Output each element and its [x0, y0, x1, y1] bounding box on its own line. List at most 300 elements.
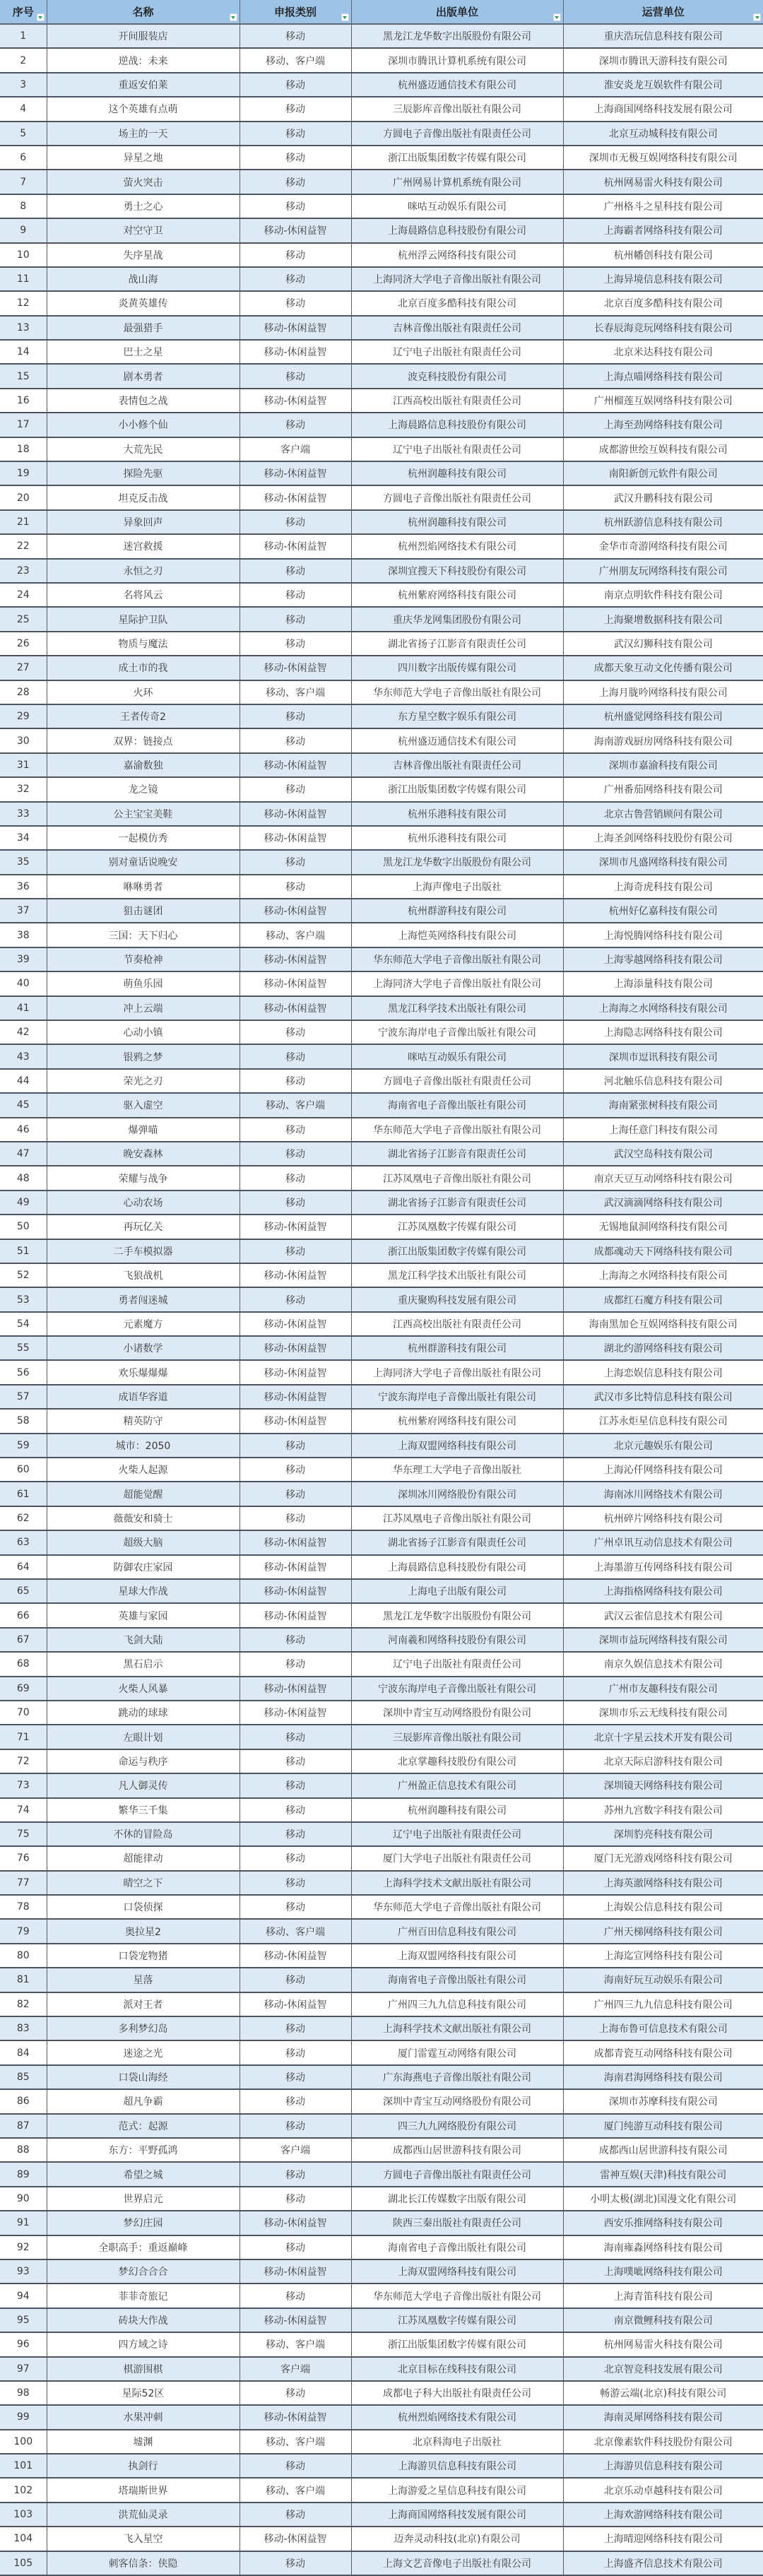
operator-cell[interactable]: 北京百度多酷科技有限公司 — [563, 291, 763, 315]
publisher-cell[interactable]: 江西高校出版社有限责任公司 — [351, 1312, 563, 1336]
category-cell[interactable]: 移动-休闲益智 — [239, 1312, 351, 1336]
game-name-cell[interactable]: 火柴人起源 — [47, 1458, 239, 1482]
game-name-cell[interactable]: 萤火突击 — [47, 170, 239, 194]
category-cell[interactable]: 移动 — [239, 1895, 351, 1919]
row-index-cell[interactable]: 13 — [0, 316, 47, 340]
category-cell[interactable]: 移动-休闲益智 — [239, 826, 351, 850]
row-index-cell[interactable]: 48 — [0, 1166, 47, 1190]
category-cell[interactable]: 移动、客户端 — [239, 2332, 351, 2356]
publisher-cell[interactable]: 上海双盟网络科技有限公司 — [351, 2259, 563, 2283]
filter-dropdown-button[interactable] — [553, 13, 561, 21]
publisher-cell[interactable]: 重庆聚购科技发展有限公司 — [351, 1287, 563, 1311]
row-index-cell[interactable]: 33 — [0, 802, 47, 826]
game-name-cell[interactable]: 防御农庄家园 — [47, 1555, 239, 1579]
category-cell[interactable]: 移动-休闲益智 — [239, 1360, 351, 1384]
category-cell[interactable]: 移动-休闲益智 — [239, 1409, 351, 1433]
operator-cell[interactable]: 上海奇虎科技有限公司 — [563, 875, 763, 899]
category-cell[interactable]: 移动 — [239, 1968, 351, 1992]
row-index-cell[interactable]: 2 — [0, 48, 47, 72]
publisher-cell[interactable]: 波克科技股份有限公司 — [351, 364, 563, 388]
publisher-cell[interactable]: 辽宁电子出版社有限责任公司 — [351, 1652, 563, 1676]
game-name-cell[interactable]: 执剑行 — [47, 2454, 239, 2478]
operator-cell[interactable]: 雷神互娱(天津)科技有限公司 — [563, 2162, 763, 2186]
game-name-cell[interactable]: 物质与魔法 — [47, 632, 239, 656]
operator-cell[interactable]: 杭州碎片网络科技有限公司 — [563, 1506, 763, 1530]
category-cell[interactable]: 移动-休闲益智 — [239, 2259, 351, 2283]
publisher-cell[interactable]: 深圳中青宝互动网络股份有限公司 — [351, 1701, 563, 1725]
row-index-cell[interactable]: 3 — [0, 73, 47, 97]
operator-cell[interactable]: 海南游戏厨房网络科技有限公司 — [563, 728, 763, 752]
operator-cell[interactable]: 上海游贝信息科技有限公司 — [563, 2454, 763, 2478]
operator-cell[interactable]: 南阳新创元软件有限公司 — [563, 461, 763, 485]
category-cell[interactable]: 移动 — [239, 875, 351, 899]
game-name-cell[interactable]: 失序星战 — [47, 243, 239, 267]
publisher-cell[interactable]: 东方星空数字娱乐有限公司 — [351, 704, 563, 728]
operator-cell[interactable]: 成都魂动天下网络科技有限公司 — [563, 1239, 763, 1263]
publisher-cell[interactable]: 浙江出版集团数字传媒有限公司 — [351, 777, 563, 801]
game-name-cell[interactable]: 驱入虚空 — [47, 1093, 239, 1117]
publisher-cell[interactable]: 广州网易计算机系统有限公司 — [351, 170, 563, 194]
publisher-cell[interactable]: 深圳冰川网络股份有限公司 — [351, 1482, 563, 1506]
operator-cell[interactable]: 成都西山居世游科技有限公司 — [563, 2138, 763, 2162]
row-index-cell[interactable]: 39 — [0, 947, 47, 971]
game-name-cell[interactable]: 巴士之星 — [47, 340, 239, 364]
operator-cell[interactable]: 深圳市嘉渝科技有限公司 — [563, 753, 763, 777]
filter-dropdown-button[interactable] — [37, 13, 45, 21]
row-index-cell[interactable]: 90 — [0, 2187, 47, 2211]
row-index-cell[interactable]: 96 — [0, 2332, 47, 2356]
operator-cell[interactable]: 成都红石魔方科技有限公司 — [563, 1287, 763, 1311]
publisher-cell[interactable]: 上海同济大学电子音像出版社有限公司 — [351, 971, 563, 995]
operator-cell[interactable]: 北京智竞科技发展有限公司 — [563, 2357, 763, 2381]
publisher-cell[interactable]: 上海晨路信息科技股份有限公司 — [351, 413, 563, 437]
game-name-cell[interactable]: 萌鱼乐园 — [47, 971, 239, 995]
publisher-cell[interactable]: 上海同济大学电子音像出版社有限公司 — [351, 1360, 563, 1384]
publisher-cell[interactable]: 厦门大学电子出版社有限责任公司 — [351, 1846, 563, 1870]
operator-cell[interactable]: 金华市奇游网络科技有限公司 — [563, 534, 763, 558]
column-header-operator[interactable] — [563, 0, 763, 24]
game-name-cell[interactable]: 坦克反击战 — [47, 485, 239, 509]
row-index-cell[interactable]: 44 — [0, 1069, 47, 1093]
publisher-cell[interactable]: 华东师范大学电子音像出版社有限公司 — [351, 2283, 563, 2308]
game-name-cell[interactable]: 洪荒仙灵录 — [47, 2503, 239, 2527]
row-index-cell[interactable]: 71 — [0, 1725, 47, 1749]
row-index-cell[interactable]: 70 — [0, 1701, 47, 1725]
game-name-cell[interactable]: 奥拉星2 — [47, 1919, 239, 1943]
row-index-cell[interactable]: 15 — [0, 364, 47, 388]
category-cell[interactable]: 移动-休闲益智 — [239, 2308, 351, 2332]
category-cell[interactable]: 移动 — [239, 1287, 351, 1311]
game-name-cell[interactable]: 晚安森林 — [47, 1142, 239, 1166]
operator-cell[interactable]: 北京天际启游科技有限公司 — [563, 1749, 763, 1773]
category-cell[interactable]: 移动 — [239, 704, 351, 728]
row-index-cell[interactable]: 45 — [0, 1093, 47, 1117]
game-name-cell[interactable]: 希望之城 — [47, 2162, 239, 2186]
publisher-cell[interactable]: 海南省电子音像出版社有限公司 — [351, 1968, 563, 1992]
row-index-cell[interactable]: 10 — [0, 243, 47, 267]
game-name-cell[interactable]: 左眼计划 — [47, 1725, 239, 1749]
game-name-cell[interactable]: 口袋侦探 — [47, 1895, 239, 1919]
publisher-cell[interactable]: 杭州烈焰网络技术有限公司 — [351, 534, 563, 558]
operator-cell[interactable]: 武汉滴滴网络科技有限公司 — [563, 1190, 763, 1215]
category-cell[interactable]: 移动 — [239, 1846, 351, 1870]
row-index-cell[interactable]: 30 — [0, 728, 47, 752]
row-index-cell[interactable]: 38 — [0, 923, 47, 947]
publisher-cell[interactable]: 浙江出版集团数字传媒有限公司 — [351, 146, 563, 170]
category-cell[interactable]: 移动 — [239, 1725, 351, 1749]
category-cell[interactable]: 移动-休闲益智 — [239, 899, 351, 923]
row-index-cell[interactable]: 66 — [0, 1603, 47, 1627]
operator-cell[interactable]: 深圳市腾讯天游科技有限公司 — [563, 48, 763, 72]
filter-dropdown-button[interactable] — [230, 13, 237, 21]
game-name-cell[interactable]: 水果冲刺 — [47, 2405, 239, 2429]
game-name-cell[interactable]: 城市：2050 — [47, 1434, 239, 1458]
publisher-cell[interactable]: 湖北省扬子江影音有限责任公司 — [351, 1530, 563, 1554]
game-name-cell[interactable]: 小小修个仙 — [47, 413, 239, 437]
game-name-cell[interactable]: 开间服装店 — [47, 24, 239, 48]
operator-cell[interactable]: 上海海之水网络科技有限公司 — [563, 1263, 763, 1287]
operator-cell[interactable]: 南京天豆互动网络科技有限公司 — [563, 1166, 763, 1190]
category-cell[interactable]: 移动 — [239, 850, 351, 874]
category-cell[interactable]: 移动 — [239, 728, 351, 752]
category-cell[interactable]: 移动 — [239, 1652, 351, 1676]
game-name-cell[interactable]: 荣光之刃 — [47, 1069, 239, 1093]
game-name-cell[interactable]: 爆弹喵 — [47, 1118, 239, 1142]
row-index-cell[interactable]: 79 — [0, 1919, 47, 1943]
category-cell[interactable]: 移动-休闲益智 — [239, 971, 351, 995]
publisher-cell[interactable]: 杭州群游科技有限公司 — [351, 1336, 563, 1360]
operator-cell[interactable]: 武汉云雀信息技术有限公司 — [563, 1603, 763, 1627]
operator-cell[interactable]: 上海至劲网络科技有限公司 — [563, 413, 763, 437]
category-cell[interactable]: 移动-休闲益智 — [239, 2211, 351, 2235]
game-name-cell[interactable]: 重返安伯莱 — [47, 73, 239, 97]
row-index-cell[interactable]: 21 — [0, 510, 47, 534]
game-name-cell[interactable]: 菲菲奇旅记 — [47, 2283, 239, 2308]
operator-cell[interactable]: 上海欢游网络科技有限公司 — [563, 2503, 763, 2527]
publisher-cell[interactable]: 四三九九网络股份有限公司 — [351, 2114, 563, 2138]
operator-cell[interactable]: 上海墨游互传网络科技有限公司 — [563, 1555, 763, 1579]
game-name-cell[interactable]: 异象回声 — [47, 510, 239, 534]
row-index-cell[interactable]: 54 — [0, 1312, 47, 1336]
category-cell[interactable]: 移动-休闲益智 — [239, 1530, 351, 1554]
publisher-cell[interactable]: 杭州盛迈通信技术有限公司 — [351, 73, 563, 97]
game-name-cell[interactable]: 这个英雄有点萌 — [47, 97, 239, 121]
category-cell[interactable]: 移动 — [239, 2065, 351, 2089]
publisher-cell[interactable]: 方圆电子音像出版社有限责任公司 — [351, 485, 563, 509]
category-cell[interactable]: 移动、客户端 — [239, 1919, 351, 1943]
game-name-cell[interactable]: 跳动的球球 — [47, 1701, 239, 1725]
game-name-cell[interactable]: 龙之镜 — [47, 777, 239, 801]
category-cell[interactable]: 移动 — [239, 1166, 351, 1190]
publisher-cell[interactable]: 重庆华龙网集团股份有限公司 — [351, 607, 563, 631]
publisher-cell[interactable]: 厦门雷霆互动网络有限公司 — [351, 2040, 563, 2064]
operator-cell[interactable]: 上海盛齐信息技术有限公司 — [563, 2551, 763, 2575]
publisher-cell[interactable]: 杭州乐港科技有限公司 — [351, 826, 563, 850]
publisher-cell[interactable]: 湖北省扬子江影音有限责任公司 — [351, 632, 563, 656]
category-cell[interactable]: 移动 — [239, 2235, 351, 2259]
operator-cell[interactable]: 北京乐动卓越科技有限公司 — [563, 2478, 763, 2502]
operator-cell[interactable]: 南京点明软件科技有限公司 — [563, 583, 763, 607]
column-header-index[interactable] — [0, 0, 47, 24]
game-name-cell[interactable]: 永恒之刃 — [47, 559, 239, 583]
operator-cell[interactable]: 深圳市无极互娱网络科技有限公司 — [563, 146, 763, 170]
publisher-cell[interactable]: 杭州乐港科技有限公司 — [351, 802, 563, 826]
row-index-cell[interactable]: 24 — [0, 583, 47, 607]
row-index-cell[interactable]: 22 — [0, 534, 47, 558]
row-index-cell[interactable]: 11 — [0, 267, 47, 291]
game-name-cell[interactable]: 刺客信条：侠隐 — [47, 2551, 239, 2575]
category-cell[interactable]: 移动 — [239, 2016, 351, 2040]
category-cell[interactable]: 移动-休闲益智 — [239, 1701, 351, 1725]
game-name-cell[interactable]: 晴空之下 — [47, 1871, 239, 1895]
operator-cell[interactable]: 武汉空岛科技有限公司 — [563, 1142, 763, 1166]
publisher-cell[interactable]: 杭州紫府网络科技有限公司 — [351, 1409, 563, 1433]
game-name-cell[interactable]: 成语华容道 — [47, 1385, 239, 1409]
category-cell[interactable]: 移动-休闲益智 — [239, 316, 351, 340]
operator-cell[interactable]: 海南雍淼网络科技有限公司 — [563, 2235, 763, 2259]
category-cell[interactable]: 移动 — [239, 2040, 351, 2064]
operator-cell[interactable]: 广州天梯网络科技有限公司 — [563, 1919, 763, 1943]
publisher-cell[interactable]: 宁波东海岸电子音像出版社有限公司 — [351, 1677, 563, 1701]
publisher-cell[interactable]: 华东理工大学电子音像出版社 — [351, 1458, 563, 1482]
category-cell[interactable]: 移动 — [239, 2503, 351, 2527]
game-name-cell[interactable]: 火柴人风暴 — [47, 1677, 239, 1701]
game-name-cell[interactable]: 小诸数学 — [47, 1336, 239, 1360]
game-name-cell[interactable]: 再玩亿关 — [47, 1215, 239, 1239]
category-cell[interactable]: 移动 — [239, 1069, 351, 1093]
game-name-cell[interactable]: 三国：天下归心 — [47, 923, 239, 947]
publisher-cell[interactable]: 北京掌趣科技股份有限公司 — [351, 1749, 563, 1773]
row-index-cell[interactable]: 41 — [0, 996, 47, 1020]
row-index-cell[interactable]: 61 — [0, 1482, 47, 1506]
category-cell[interactable]: 移动、客户端 — [239, 48, 351, 72]
row-index-cell[interactable]: 53 — [0, 1287, 47, 1311]
game-name-cell[interactable]: 超凡争霸 — [47, 2089, 239, 2113]
operator-cell[interactable]: 重庆浩玩信息科技有限公司 — [563, 24, 763, 48]
operator-cell[interactable]: 南京微鲤科技有限公司 — [563, 2308, 763, 2332]
operator-cell[interactable]: 北京元趣娱乐有限公司 — [563, 1434, 763, 1458]
game-name-cell[interactable]: 剧本勇者 — [47, 364, 239, 388]
publisher-cell[interactable]: 吉林音像出版社有限责任公司 — [351, 753, 563, 777]
category-cell[interactable]: 移动-休闲益智 — [239, 753, 351, 777]
publisher-cell[interactable]: 杭州紫府网络科技有限公司 — [351, 583, 563, 607]
publisher-cell[interactable]: 湖北省扬子江影音有限责任公司 — [351, 1142, 563, 1166]
game-name-cell[interactable]: 四方域之诗 — [47, 2332, 239, 2356]
row-index-cell[interactable]: 73 — [0, 1773, 47, 1797]
game-name-cell[interactable]: 星际52区 — [47, 2381, 239, 2405]
column-header-name[interactable] — [47, 0, 239, 24]
operator-cell[interactable]: 西安乐推网络科技有限公司 — [563, 2211, 763, 2235]
row-index-cell[interactable]: 72 — [0, 1749, 47, 1773]
operator-cell[interactable]: 湖北约游网络科技有限公司 — [563, 1336, 763, 1360]
operator-cell[interactable]: 上海异境信息科技有限公司 — [563, 267, 763, 291]
category-cell[interactable]: 移动 — [239, 1773, 351, 1797]
game-name-cell[interactable]: 对空守卫 — [47, 218, 239, 242]
publisher-cell[interactable]: 方圆电子音像出版社有限责任公司 — [351, 122, 563, 146]
game-name-cell[interactable]: 公主宝宝美鞋 — [47, 802, 239, 826]
category-cell[interactable]: 移动 — [239, 1190, 351, 1215]
game-name-cell[interactable]: 砖块大作战 — [47, 2308, 239, 2332]
game-name-cell[interactable]: 超能律动 — [47, 1846, 239, 1870]
row-index-cell[interactable]: 26 — [0, 632, 47, 656]
operator-cell[interactable]: 海南好玩互动娱乐有限公司 — [563, 1968, 763, 1992]
category-cell[interactable]: 移动-休闲益智 — [239, 2405, 351, 2429]
game-name-cell[interactable]: 口袋山海经 — [47, 2065, 239, 2089]
operator-cell[interactable]: 深圳市乐云无线科技有限公司 — [563, 1701, 763, 1725]
operator-cell[interactable]: 深圳市益玩网络科技有限公司 — [563, 1628, 763, 1652]
row-index-cell[interactable]: 32 — [0, 777, 47, 801]
publisher-cell[interactable]: 海南省电子音像出版社有限公司 — [351, 1093, 563, 1117]
publisher-cell[interactable]: 江苏凤凰数字传媒有限公司 — [351, 2308, 563, 2332]
operator-cell[interactable]: 广州格斗之星科技有限公司 — [563, 194, 763, 218]
publisher-cell[interactable]: 杭州润趣科技有限公司 — [351, 1798, 563, 1822]
publisher-cell[interactable]: 上海双盟网络科技有限公司 — [351, 1434, 563, 1458]
category-cell[interactable]: 移动 — [239, 1044, 351, 1068]
publisher-cell[interactable]: 杭州润趣科技有限公司 — [351, 510, 563, 534]
operator-cell[interactable]: 小明太极(湖北)国漫文化有限公司 — [563, 2187, 763, 2211]
category-cell[interactable]: 移动 — [239, 364, 351, 388]
category-cell[interactable]: 移动-休闲益智 — [239, 656, 351, 680]
row-index-cell[interactable]: 83 — [0, 2016, 47, 2040]
operator-cell[interactable]: 上海英澈网络科技有限公司 — [563, 1871, 763, 1895]
publisher-cell[interactable]: 上海科学技术文献出版社有限公司 — [351, 1871, 563, 1895]
row-index-cell[interactable]: 64 — [0, 1555, 47, 1579]
row-index-cell[interactable]: 25 — [0, 607, 47, 631]
category-cell[interactable]: 移动 — [239, 1482, 351, 1506]
game-name-cell[interactable]: 心动农场 — [47, 1190, 239, 1215]
operator-cell[interactable]: 上海海之水网络科技有限公司 — [563, 996, 763, 1020]
category-cell[interactable]: 移动 — [239, 2187, 351, 2211]
operator-cell[interactable]: 南京久娱信息技术有限公司 — [563, 1652, 763, 1676]
operator-cell[interactable]: 北京米达科技有限公司 — [563, 340, 763, 364]
row-index-cell[interactable]: 74 — [0, 1798, 47, 1822]
category-cell[interactable]: 移动 — [239, 2551, 351, 2575]
game-name-cell[interactable]: 星落 — [47, 1968, 239, 1992]
publisher-cell[interactable]: 广州四三九九信息科技有限公司 — [351, 1992, 563, 2016]
category-cell[interactable]: 移动 — [239, 559, 351, 583]
publisher-cell[interactable]: 上海声像电子出版社 — [351, 875, 563, 899]
operator-cell[interactable]: 上海月胧吟网络科技有限公司 — [563, 680, 763, 704]
row-index-cell[interactable]: 9 — [0, 218, 47, 242]
game-name-cell[interactable]: 节奏枪神 — [47, 947, 239, 971]
category-cell[interactable]: 移动、客户端 — [239, 1093, 351, 1117]
category-cell[interactable]: 移动-休闲益智 — [239, 340, 351, 364]
category-cell[interactable]: 移动、客户端 — [239, 680, 351, 704]
operator-cell[interactable]: 上海添量科技有限公司 — [563, 971, 763, 995]
row-index-cell[interactable]: 50 — [0, 1215, 47, 1239]
publisher-cell[interactable]: 上海晨路信息科技股份有限公司 — [351, 1555, 563, 1579]
game-name-cell[interactable]: 勇者闯迷城 — [47, 1287, 239, 1311]
operator-cell[interactable]: 上海零越网络科技有限公司 — [563, 947, 763, 971]
game-name-cell[interactable]: 勇士之心 — [47, 194, 239, 218]
operator-cell[interactable]: 杭州网易雷火科技有限公司 — [563, 2332, 763, 2356]
row-index-cell[interactable]: 49 — [0, 1190, 47, 1215]
row-index-cell[interactable]: 14 — [0, 340, 47, 364]
row-index-cell[interactable]: 85 — [0, 2065, 47, 2089]
category-cell[interactable]: 移动-休闲益智 — [239, 1677, 351, 1701]
operator-cell[interactable]: 海南君海网络科技有限公司 — [563, 2065, 763, 2089]
publisher-cell[interactable]: 黑龙江龙华数字出版股份有限公司 — [351, 850, 563, 874]
operator-cell[interactable]: 北京十字星云技术开发有限公司 — [563, 1725, 763, 1749]
publisher-cell[interactable]: 上海恺英网络科技有限公司 — [351, 923, 563, 947]
publisher-cell[interactable]: 上海同济大学电子音像出版社有限公司 — [351, 267, 563, 291]
operator-cell[interactable]: 上海悦腾网络科技有限公司 — [563, 923, 763, 947]
game-name-cell[interactable]: 心动小镇 — [47, 1020, 239, 1044]
row-index-cell[interactable]: 67 — [0, 1628, 47, 1652]
publisher-cell[interactable]: 湖北省扬子江影音有限责任公司 — [351, 1190, 563, 1215]
row-index-cell[interactable]: 80 — [0, 1944, 47, 1968]
publisher-cell[interactable]: 北京科海电子出版社 — [351, 2430, 563, 2454]
publisher-cell[interactable]: 江西高校出版社有限责任公司 — [351, 389, 563, 413]
publisher-cell[interactable]: 辽宁电子出版社有限责任公司 — [351, 437, 563, 461]
publisher-cell[interactable]: 黑龙江龙华数字出版股份有限公司 — [351, 24, 563, 48]
row-index-cell[interactable]: 17 — [0, 413, 47, 437]
game-name-cell[interactable]: 精英防守 — [47, 1409, 239, 1433]
category-cell[interactable]: 移动-休闲益智 — [239, 534, 351, 558]
publisher-cell[interactable]: 广东海燕电子音像出版社有限公司 — [351, 2065, 563, 2089]
row-index-cell[interactable]: 82 — [0, 1992, 47, 2016]
category-cell[interactable]: 移动 — [239, 510, 351, 534]
operator-cell[interactable]: 深圳豹亮科技有限公司 — [563, 1822, 763, 1846]
operator-cell[interactable]: 杭州网易雷火科技有限公司 — [563, 170, 763, 194]
publisher-cell[interactable]: 江苏凤凰电子音像出版社有限公司 — [351, 1166, 563, 1190]
category-cell[interactable]: 移动 — [239, 1434, 351, 1458]
publisher-cell[interactable]: 咪咕互动娱乐有限公司 — [351, 1044, 563, 1068]
game-name-cell[interactable]: 全职高手：重返巅峰 — [47, 2235, 239, 2259]
row-index-cell[interactable]: 99 — [0, 2405, 47, 2429]
category-cell[interactable]: 移动-休闲益智 — [239, 1603, 351, 1627]
game-name-cell[interactable]: 狙击谜团 — [47, 899, 239, 923]
row-index-cell[interactable]: 62 — [0, 1506, 47, 1530]
row-index-cell[interactable]: 19 — [0, 461, 47, 485]
game-name-cell[interactable]: 英雄与家园 — [47, 1603, 239, 1627]
category-cell[interactable]: 移动-休闲益智 — [239, 218, 351, 242]
operator-cell[interactable]: 北京像素软件科技股份有限公司 — [563, 2430, 763, 2454]
category-cell[interactable]: 移动 — [239, 122, 351, 146]
row-index-cell[interactable]: 56 — [0, 1360, 47, 1384]
category-cell[interactable]: 移动 — [239, 2283, 351, 2308]
game-name-cell[interactable]: 墟渊 — [47, 2430, 239, 2454]
row-index-cell[interactable]: 27 — [0, 656, 47, 680]
category-cell[interactable]: 移动 — [239, 291, 351, 315]
operator-cell[interactable]: 厦门无光游戏网络科技有限公司 — [563, 1846, 763, 1870]
row-index-cell[interactable]: 43 — [0, 1044, 47, 1068]
game-name-cell[interactable]: 成土市的我 — [47, 656, 239, 680]
game-name-cell[interactable]: 大荒先民 — [47, 437, 239, 461]
category-cell[interactable]: 移动-休闲益智 — [239, 996, 351, 1020]
publisher-cell[interactable]: 三辰影库音像出版社有限公司 — [351, 97, 563, 121]
operator-cell[interactable]: 上海青笛科技有限公司 — [563, 2283, 763, 2308]
operator-cell[interactable]: 北京互动城科技有限公司 — [563, 122, 763, 146]
category-cell[interactable]: 移动 — [239, 1506, 351, 1530]
row-index-cell[interactable]: 42 — [0, 1020, 47, 1044]
operator-cell[interactable]: 杭州跃游信息科技有限公司 — [563, 510, 763, 534]
game-name-cell[interactable]: 范式：起源 — [47, 2114, 239, 2138]
game-name-cell[interactable]: 场主的一天 — [47, 122, 239, 146]
game-name-cell[interactable]: 薇薇安和骑士 — [47, 1506, 239, 1530]
operator-cell[interactable]: 上海娱公信息科技有限公司 — [563, 1895, 763, 1919]
game-name-cell[interactable]: 王者传奇2 — [47, 704, 239, 728]
game-name-cell[interactable]: 命运与秩序 — [47, 1749, 239, 1773]
row-index-cell[interactable]: 100 — [0, 2430, 47, 2454]
row-index-cell[interactable]: 37 — [0, 899, 47, 923]
game-name-cell[interactable]: 欢乐爆爆爆 — [47, 1360, 239, 1384]
category-cell[interactable]: 移动 — [239, 1871, 351, 1895]
game-name-cell[interactable]: 别对童话说晚安 — [47, 850, 239, 874]
publisher-cell[interactable]: 黑龙江科学技术出版社有限公司 — [351, 1263, 563, 1287]
game-name-cell[interactable]: 异星之地 — [47, 146, 239, 170]
row-index-cell[interactable]: 102 — [0, 2478, 47, 2502]
